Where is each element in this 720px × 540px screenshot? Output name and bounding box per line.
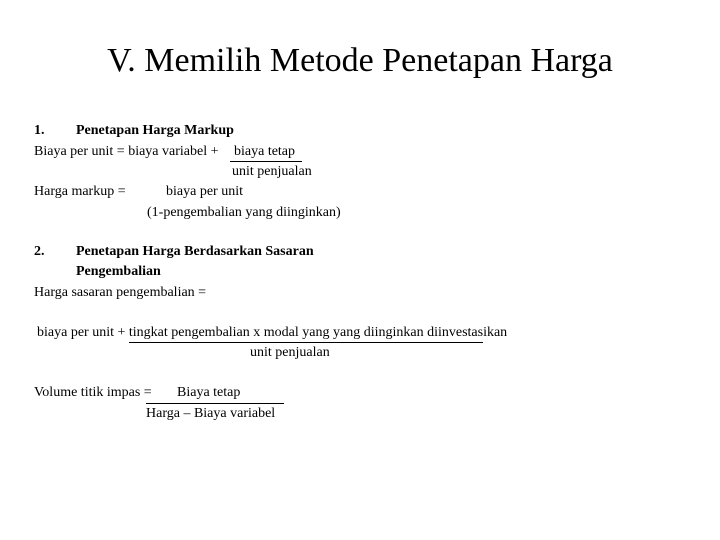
markup-denominator: (1-pengembalian yang diinginkan)	[147, 205, 341, 220]
target-price-fraction-bar	[129, 342, 483, 343]
target-price-numerator: biaya per unit + tingkat pengembalian x modal yang yang diinginkan diinvestasikan	[37, 325, 508, 340]
target-price-label: Harga sasaran pengembalian =	[34, 285, 207, 300]
target-price-denominator: unit penjualan	[250, 345, 330, 360]
breakeven-fraction-bar	[146, 403, 284, 404]
section2-number: 2.	[34, 244, 45, 259]
section1-heading: Penetapan Harga Markup	[76, 123, 234, 138]
markup-label: Harga markup =	[34, 184, 126, 199]
unit-cost-numerator: biaya tetap	[234, 144, 296, 159]
section2-heading-line1: Penetapan Harga Berdasarkan Sasaran	[76, 244, 314, 259]
breakeven-label: Volume titik impas =	[34, 385, 152, 400]
breakeven-numerator: Biaya tetap	[177, 385, 241, 400]
breakeven-denominator: Harga – Biaya variabel	[146, 406, 276, 421]
unit-cost-denominator: unit penjualan	[232, 164, 312, 179]
markup-numerator: biaya per unit	[166, 184, 243, 199]
section2-heading-line2: Pengembalian	[76, 264, 161, 279]
section1-number: 1.	[34, 123, 45, 138]
slide-title: V. Memilih Metode Penetapan Harga	[107, 42, 613, 79]
unit-cost-fraction-bar	[230, 161, 302, 162]
unit-cost-label: Biaya per unit = biaya variabel +	[34, 144, 219, 159]
